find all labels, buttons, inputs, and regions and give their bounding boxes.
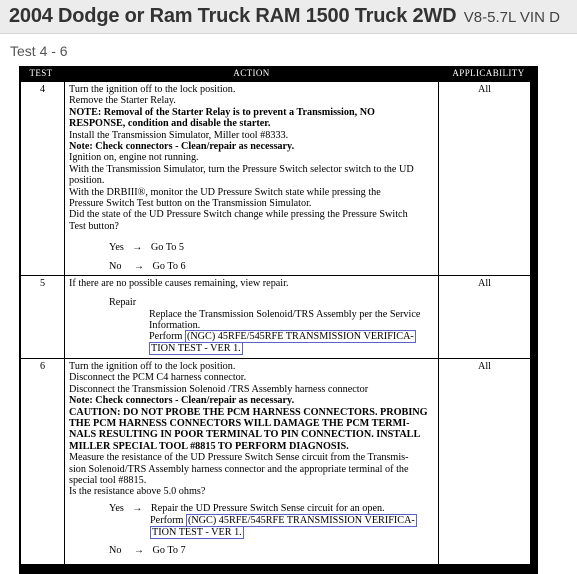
right-arrow-icon: → <box>132 242 143 253</box>
applicability-5: All <box>439 276 530 358</box>
caution-line: NALS RESULTING IN POOR TERMINAL TO PIN CONNECTION. INSTALL <box>69 429 421 441</box>
action-line: sion Solenoid/TRS Assembly harness connector and the appropriate terminal of the <box>69 463 409 475</box>
perform-line-2 <box>150 527 244 538</box>
test-range-label: Test 4 - 6 <box>10 43 68 59</box>
yes-action-text: Repair the UD Pressure Switch Sense circuit for an open. <box>150 503 385 514</box>
applicability-4: All <box>439 82 530 275</box>
action-line: Install the Transmission Simulator, Miller tool #8333. <box>69 129 289 141</box>
action-line: special tool #8815. <box>69 475 147 487</box>
no-option-6 <box>109 545 186 556</box>
note-line: Note: Check connectors - Clean/repair as necessary. <box>69 395 295 407</box>
question-line: Test button? <box>69 220 119 232</box>
action-line: Turn the ignition off to the lock position. <box>69 361 236 372</box>
action-line: Did the state of the UD Pressure Switch change while pressing the Pressure Switch <box>69 209 408 221</box>
action-line: With the Transmission Simulator, turn the Pressure Switch selector switch to the UD <box>69 163 414 175</box>
caution-line: THE PCM HARNESS CONNECTORS WILL DAMAGE THE PCM TERMI- <box>69 418 410 430</box>
perform-line <box>149 331 416 342</box>
perform-line <box>150 515 417 526</box>
yes-option-6 <box>109 503 385 514</box>
note-line: NOTE: Removal of the Starter Relay is to prevent a Transmission, NO <box>69 106 375 118</box>
no-label: No <box>109 545 122 556</box>
action-line: Turn the ignition off to the lock position. <box>69 84 236 95</box>
test-number-6: 6 <box>21 359 64 564</box>
goto-link[interactable]: Go To 5 <box>150 242 184 253</box>
no-label: No <box>109 261 122 272</box>
action-line: Disconnect the PCM C4 harness connector. <box>69 372 247 384</box>
test-number-5: 5 <box>21 276 64 358</box>
diagnostic-table <box>19 66 538 574</box>
action-line: Remove the Starter Relay. <box>69 95 176 107</box>
goto-link[interactable]: Go To 6 <box>152 261 186 272</box>
yes-option-4 <box>109 242 184 253</box>
verification-test-link[interactable]: TION TEST - VER 1. <box>152 527 242 538</box>
verification-test-link[interactable]: TION TEST - VER 1. <box>151 343 241 354</box>
engine-label: V8-5.7L VIN D <box>463 9 560 26</box>
repair-label: Repair <box>109 297 137 308</box>
caution-line: CAUTION: DO NOT PROBE THE PCM HARNESS CONNECTORS. PROBING <box>69 406 428 418</box>
action-cell-6 <box>65 359 438 564</box>
col-action-header: ACTION <box>233 68 270 78</box>
col-applicability-header: APPLICABILITY <box>452 68 525 78</box>
caution-line: MILLER SPECIAL TOOL #8815 TO PERFORM DIAGNOSIS. <box>69 440 349 452</box>
action-cell-4 <box>65 82 438 275</box>
verification-test-link[interactable]: (NGC) 45RFE/545RFE TRANSMISSION VERIFICA- <box>187 515 415 526</box>
yes-label: Yes <box>109 242 124 253</box>
action-line: Pressure Switch Test button on the Transmission Simulator. <box>69 198 312 210</box>
applicability-6: All <box>439 359 530 564</box>
verification-test-link[interactable]: (NGC) 45RFE/545RFE TRANSMISSION VERIFICA- <box>186 331 414 342</box>
right-arrow-icon: → <box>133 545 145 556</box>
right-arrow-icon: → <box>132 503 143 514</box>
note-line: RESPONSE, condition and disable the starter. <box>69 118 271 130</box>
repair-text: Replace the Transmission Solenoid/TRS Assembly per the Service <box>149 309 421 320</box>
repair-text: Information. <box>149 320 201 331</box>
note-line: Note: Check connectors - Clean/repair as necessary. <box>69 141 295 153</box>
action-cell-5 <box>65 276 438 358</box>
goto-link[interactable]: Go To 7 <box>152 545 186 556</box>
action-line: With the DRBIII®, monitor the UD Pressure Switch state while pressing the <box>69 186 381 198</box>
perform-line-2 <box>149 343 243 354</box>
question-line: Is the resistance above 5.0 ohms? <box>69 486 206 498</box>
col-test-header: TEST <box>29 68 53 78</box>
action-line: position. <box>69 175 105 187</box>
yes-label: Yes <box>109 503 124 514</box>
no-option-4 <box>109 261 186 272</box>
page-header <box>0 0 577 34</box>
right-arrow-icon: → <box>133 261 145 272</box>
perform-label: Perform <box>150 515 184 526</box>
vehicle-title: 2004 Dodge or Ram Truck RAM 1500 Truck 2WD <box>9 5 457 27</box>
action-line: If there are no possible causes remaining, view repair. <box>69 278 289 289</box>
test-number-4: 4 <box>21 82 64 275</box>
action-line: Ignition on, engine not running. <box>69 152 199 164</box>
action-line: Measure the resistance of the UD Pressure Switch Sense circuit from the Transmis- <box>69 452 409 464</box>
table-header <box>19 66 538 80</box>
action-line: Disconnect the Transmission Solenoid /TRS Assembly harness connector <box>69 383 369 395</box>
perform-label: Perform <box>149 331 183 342</box>
